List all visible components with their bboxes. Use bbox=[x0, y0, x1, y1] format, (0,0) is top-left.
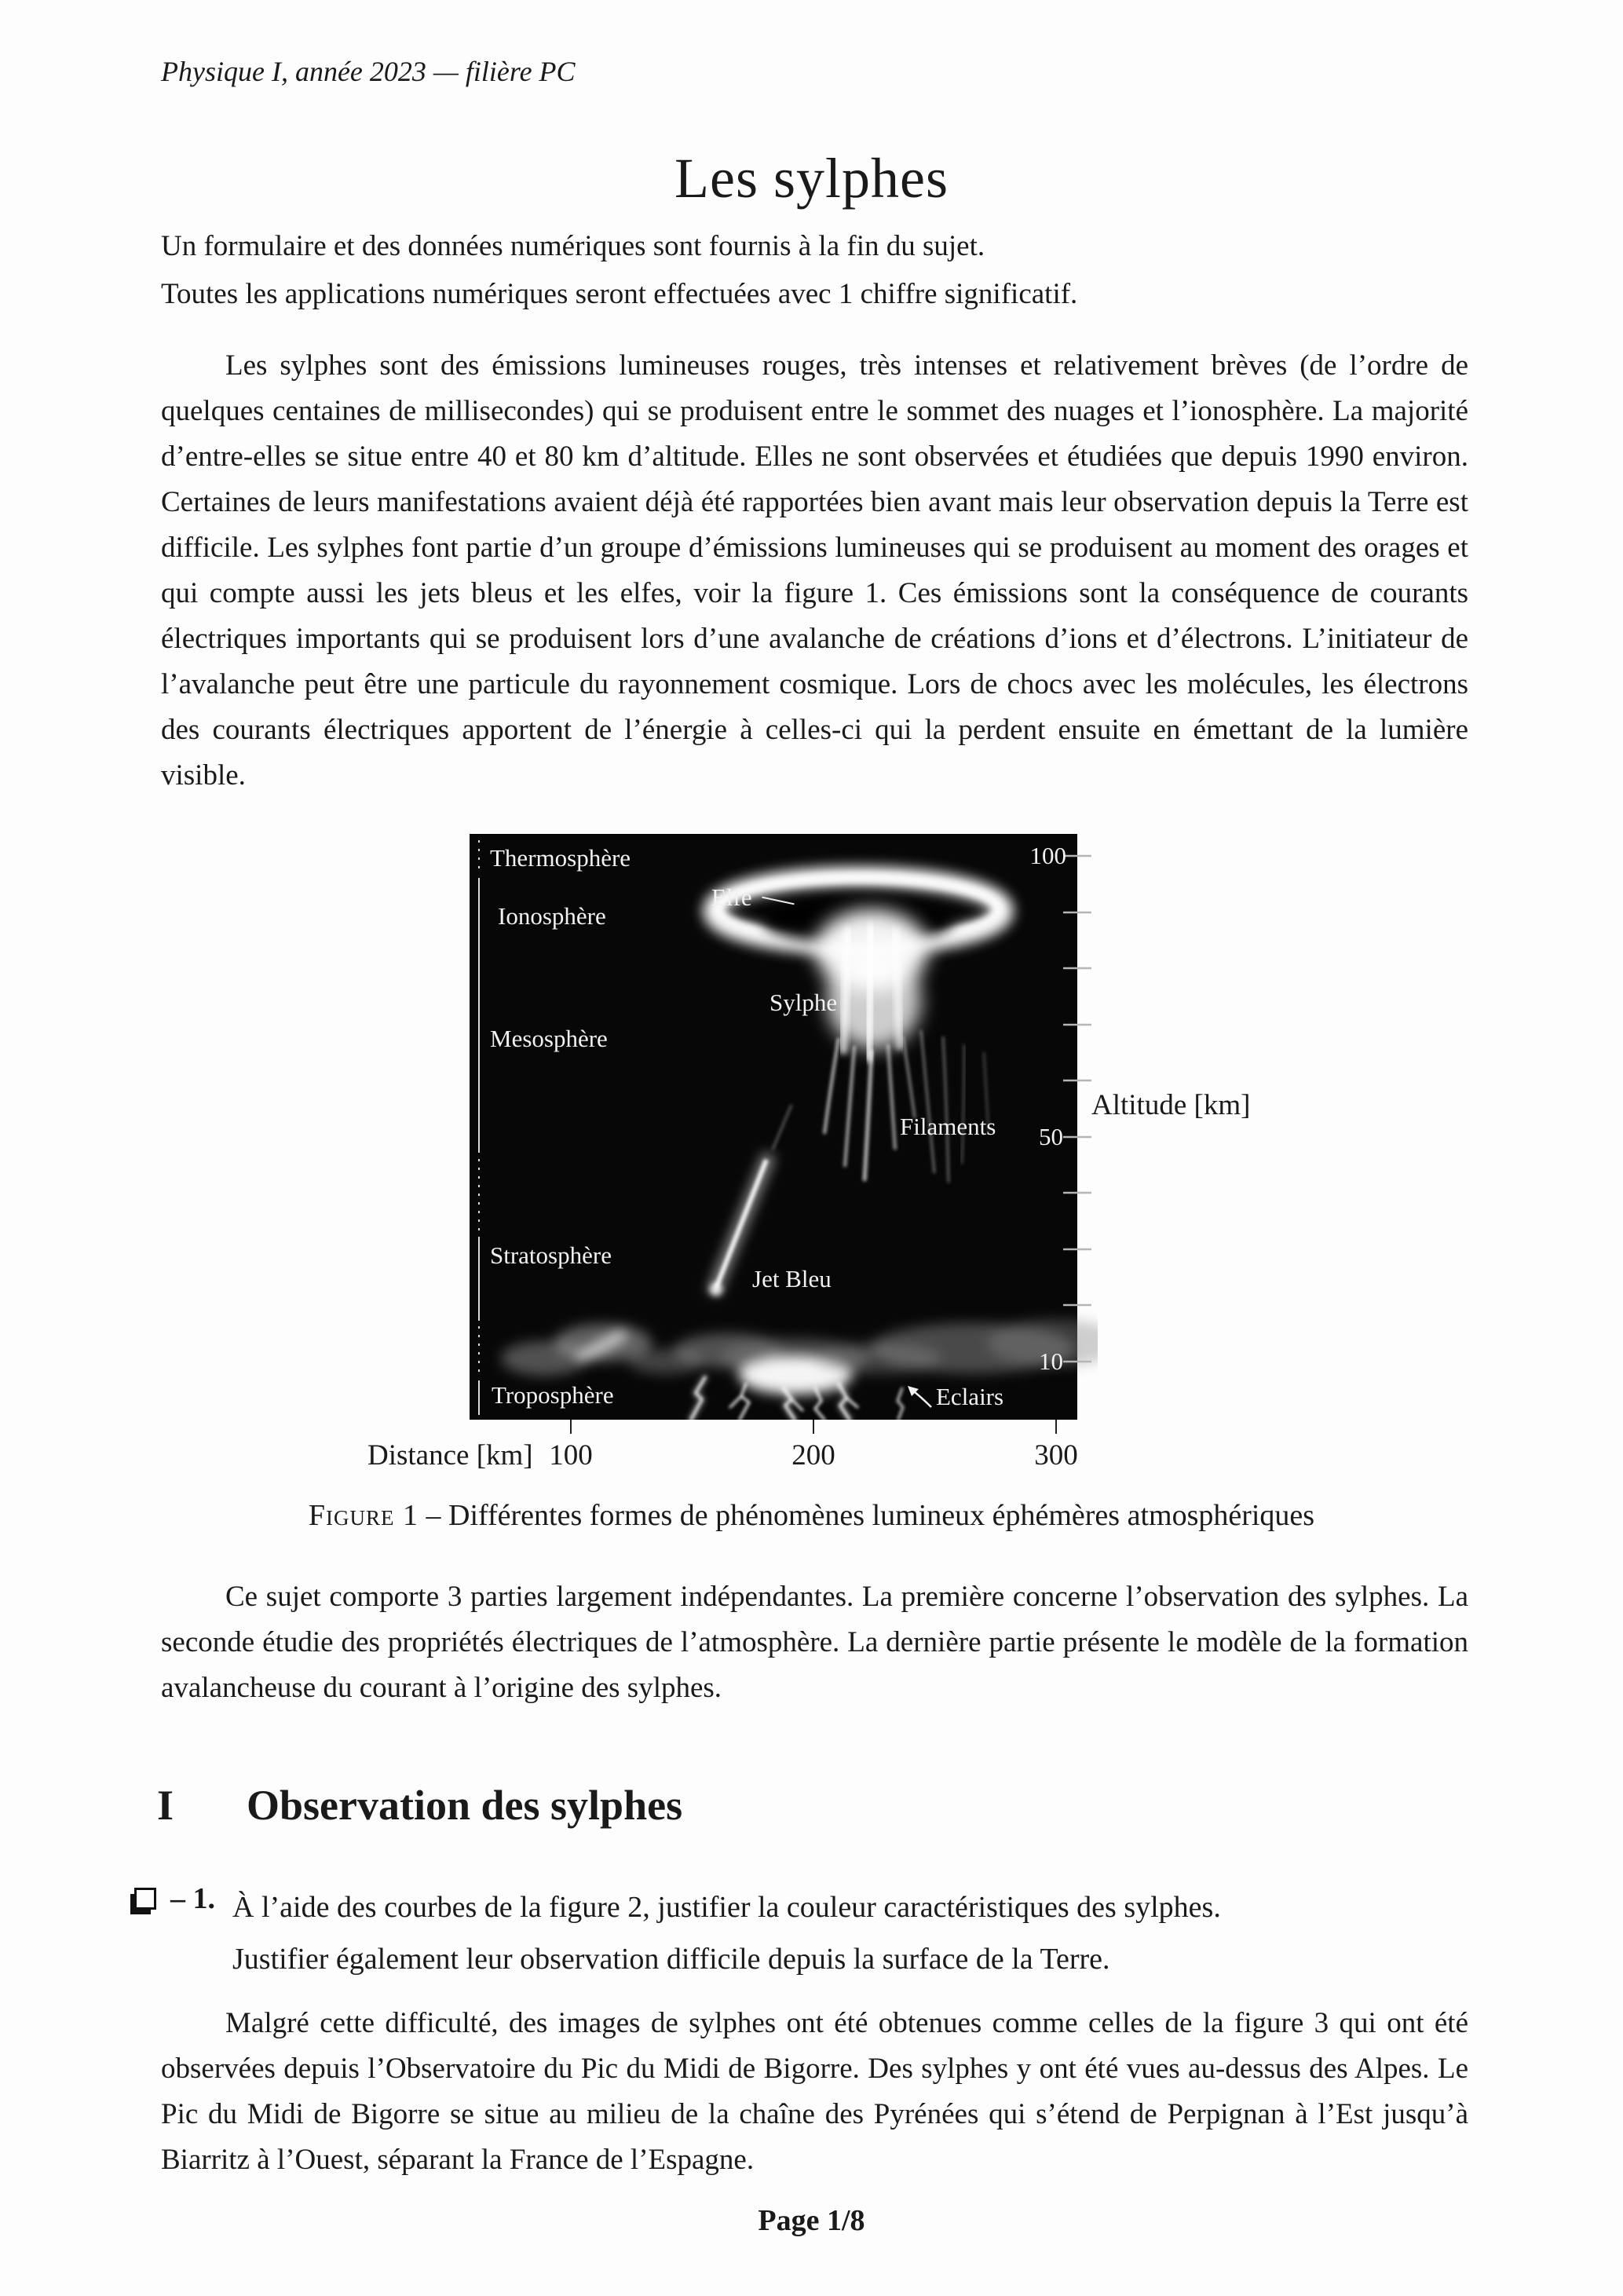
distance-tick-300: 300 bbox=[1034, 1439, 1078, 1472]
distance-tick-mark-100 bbox=[570, 1420, 572, 1434]
distance-tick-mark-200 bbox=[813, 1420, 814, 1434]
question-text bbox=[232, 1881, 1433, 1985]
label-elfe: Elfe bbox=[711, 883, 752, 911]
layer-label-mesosphere: Mesosphère bbox=[490, 1025, 608, 1052]
layer-label-stratosphere: Stratosphère bbox=[490, 1241, 612, 1269]
altitude-tick-10: 10 bbox=[1039, 1347, 1063, 1375]
figure-caption-text: Différentes formes de phénomènes lumineux éphémères atmosphériques bbox=[448, 1499, 1315, 1532]
distance-tick-100: 100 bbox=[549, 1439, 593, 1472]
figure-1-image bbox=[470, 834, 1077, 1420]
paragraph-text: Ce sujet comporte 3 parties largement indépendantes. La première concerne l’observation des sylphes. La seconde étudie des propriétés électriques de l’atmosphère. La dernière partie présente le modèle de la formation avalancheuse du courant à l’origine des sylphes. bbox=[161, 1581, 1468, 1704]
distance-tick-200: 200 bbox=[791, 1439, 835, 1472]
figure-caption-separator: – bbox=[426, 1499, 441, 1532]
layer-label-thermosphere: Thermosphère bbox=[490, 844, 631, 872]
paragraph-text: Les sylphes sont des émissions lumineuses rouges, très intenses et relativement brèves (de l’ordre de quelques centaines de millisecondes) qui se produisent entre le sommet des nuages et l’ionosphère. La majorité d’entre-elles se situe entre 40 et 80 km d’altitude. Elles ne sont observées et étudiées que depuis 1990 environ. Certaines de leurs manifestations avaient déjà été rapportées bien avant mais leur observation depuis la Terre est difficile. Les sylphes font partie d’un groupe d’émissions lumineuses qui se produisent au moment des orages et qui compte aussi les jets bleus et les elfes, voir la figure 1. Ces émissions sont la conséquence de courants électriques importants qui se produisent lors d’une avalanche de créations d’ions et d’électrons. L’initiateur de l’avalanche peut être une particule du rayonnement cosmique. Lors de chocs avec les molécules, les électrons des courants électriques apportent de l’énergie à celles-ci qui la perdent ensuite en émettant de la lumière visible. bbox=[161, 349, 1468, 792]
page-number: Page 1/8 bbox=[758, 2204, 865, 2237]
section-number: I bbox=[157, 1782, 174, 1829]
paragraph-overview bbox=[161, 1574, 1468, 1711]
altitude-tick-100: 100 bbox=[1029, 842, 1066, 869]
distance-tick-mark-300 bbox=[1055, 1420, 1057, 1434]
question-number: – 1. bbox=[170, 1882, 215, 1915]
layer-label-troposphere: Troposphère bbox=[492, 1381, 614, 1409]
question-line-2: Justifier également leur observation difficile depuis la surface de la Terre. bbox=[232, 1943, 1110, 1976]
question-line-1: À l’aide des courbes de la figure 2, justifier la couleur caractéristiques des sylphes. bbox=[232, 1891, 1221, 1924]
section-title: Observation des sylphes bbox=[247, 1782, 683, 1829]
distance-axis-label: Distance [km] bbox=[367, 1439, 533, 1472]
altitude-tick-50: 50 bbox=[1039, 1123, 1063, 1150]
layer-label-ionosphere: Ionosphère bbox=[498, 902, 606, 930]
intro-line-1: Un formulaire et des données numériques sont fournis à la fin du sujet. bbox=[161, 230, 985, 262]
paragraph-introduction bbox=[161, 343, 1468, 799]
label-eclairs: Eclairs bbox=[936, 1383, 1004, 1410]
paragraph-observations bbox=[161, 2001, 1468, 2183]
question-checkbox-icon bbox=[134, 1888, 156, 1910]
paragraph-text: Malgré cette difficulté, des images de sylphes ont été obtenues comme celles de la figure 3 qui ont été observées depuis l’Observatoire du Pic du Midi de Bigorre. Des sylphes y ont été vues au-dessus des Alpes. Le Pic du Midi de Bigorre se situe au milieu de la chaîne des Pyrénées qui s’étend de Perpignan à l’Est jusqu’à Biarritz à l’Ouest, séparant la France de l’Espagne. bbox=[161, 2007, 1468, 2176]
label-sylphe: Sylphe bbox=[769, 989, 838, 1016]
label-filaments: Filaments bbox=[900, 1113, 996, 1140]
label-jet-bleu: Jet Bleu bbox=[752, 1265, 832, 1292]
figure-caption-label: Figure 1 bbox=[308, 1499, 419, 1532]
intro-line-2: Toutes les applications numériques seront effectuées avec 1 chiffre significatif. bbox=[161, 278, 1078, 310]
figure-caption bbox=[0, 1498, 1623, 1533]
document-title: Les sylphes bbox=[674, 147, 949, 210]
question-1 bbox=[130, 1881, 1433, 1985]
running-header: Physique I, année 2023 — filière PC bbox=[161, 56, 576, 87]
altitude-axis-label: Altitude [km] bbox=[1091, 1089, 1251, 1121]
